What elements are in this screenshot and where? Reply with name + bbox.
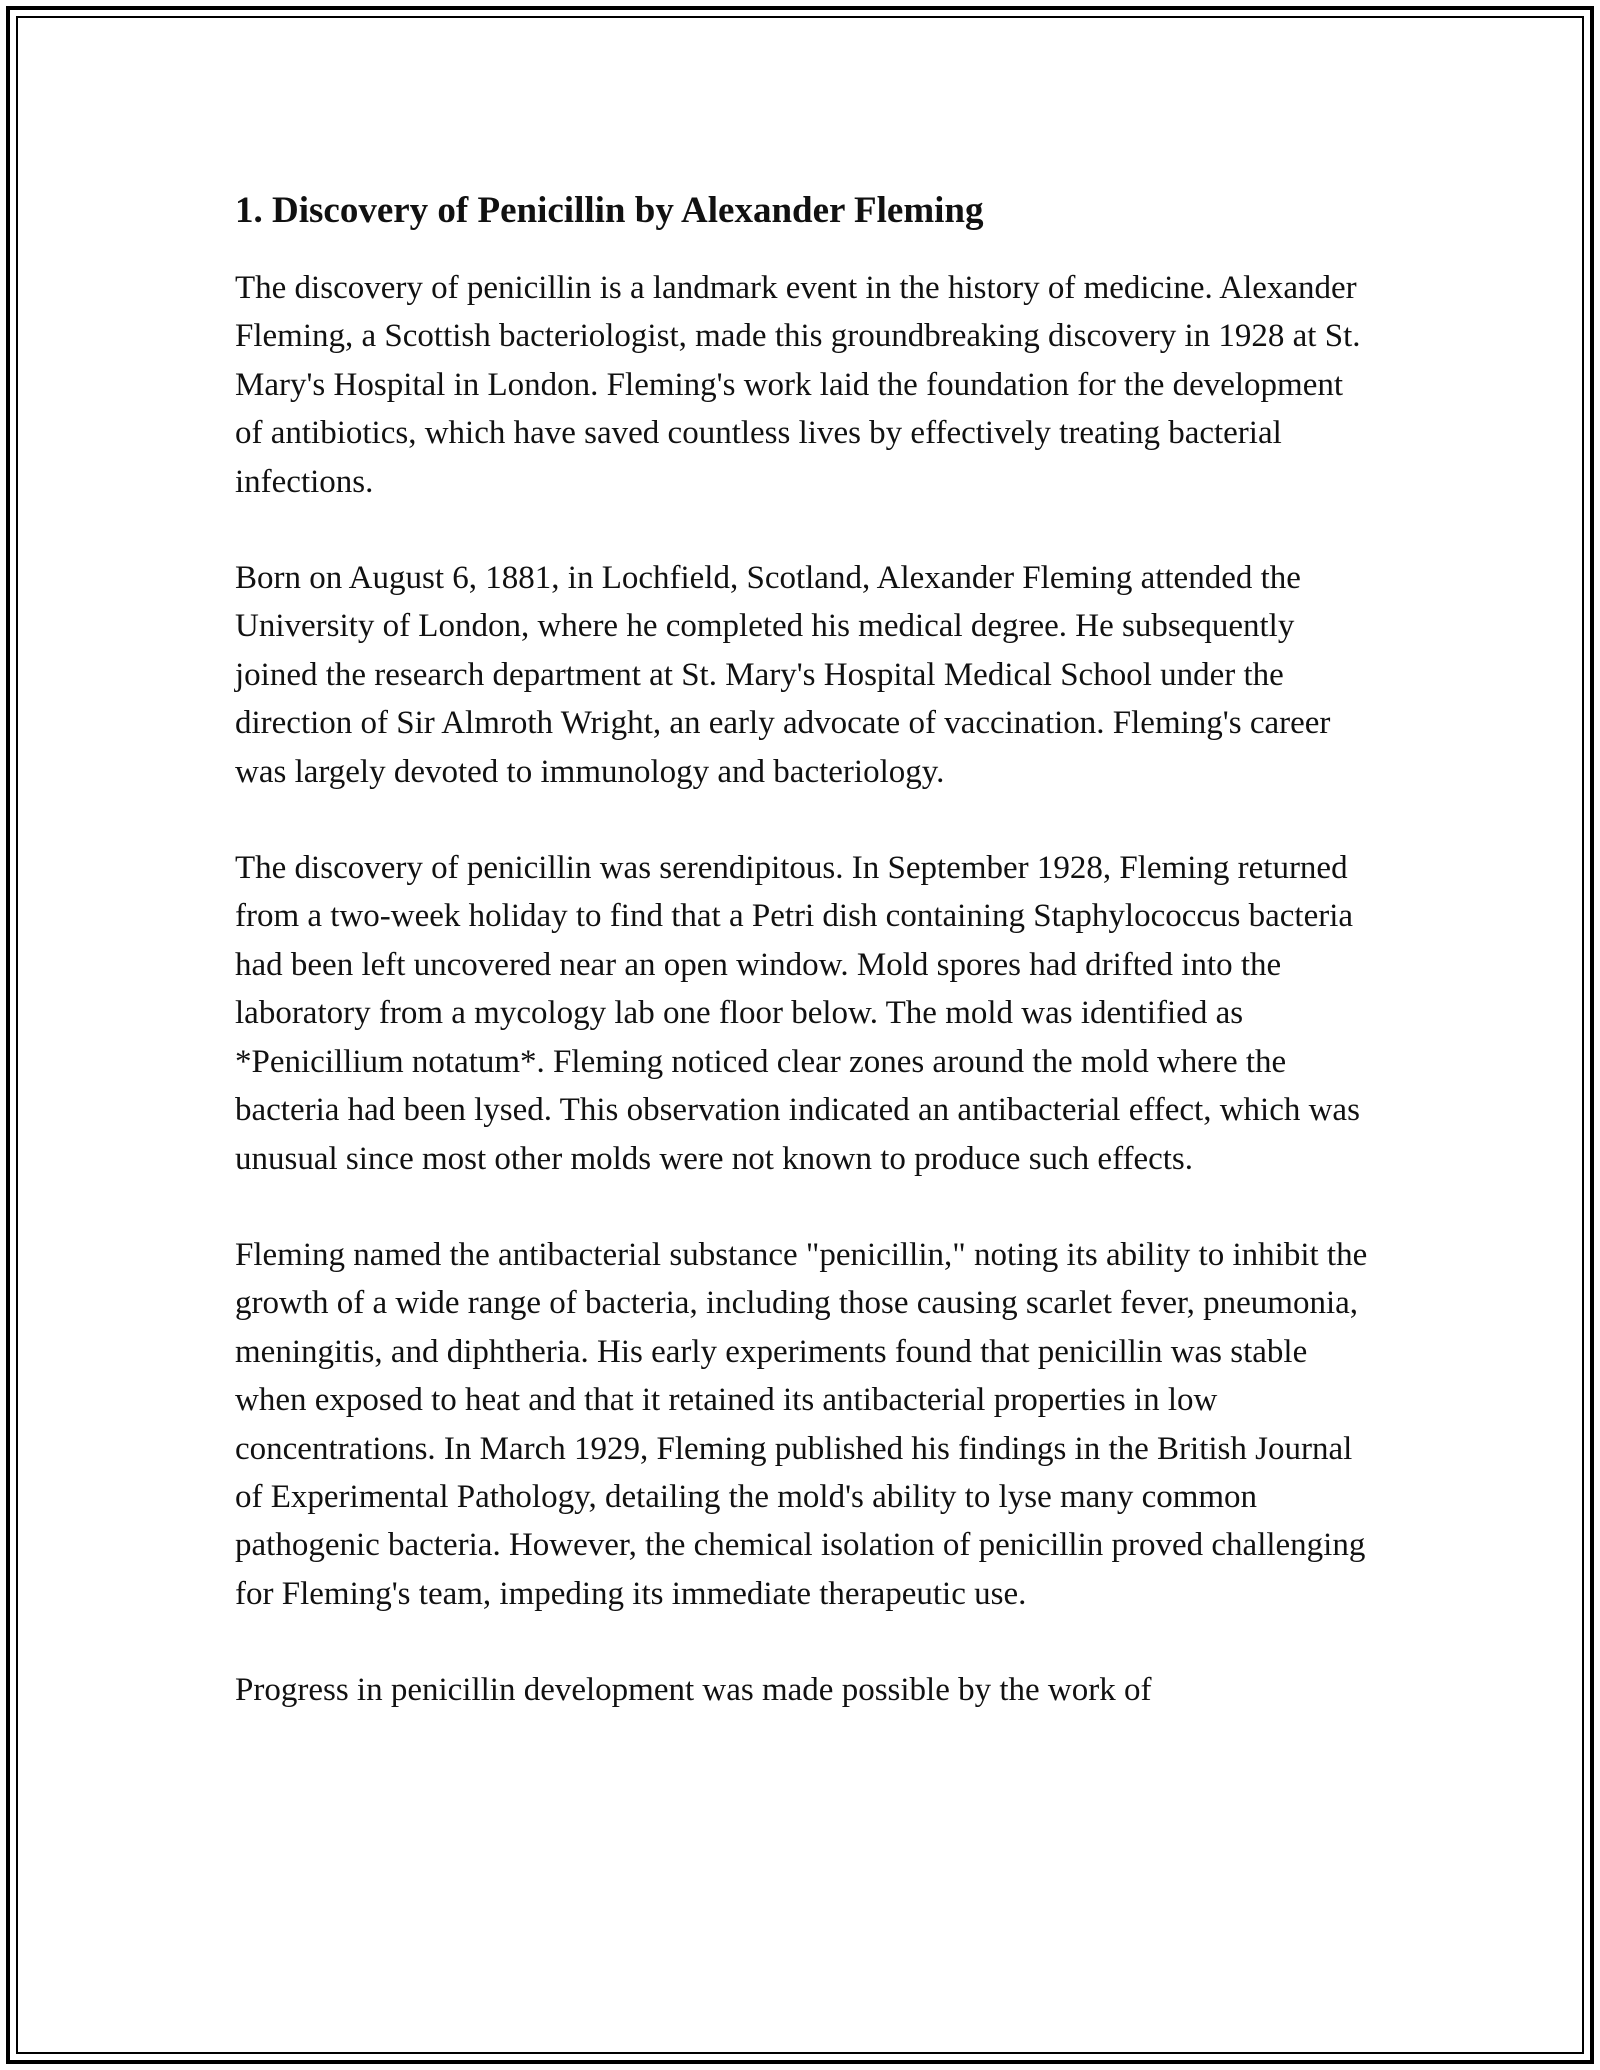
paragraph-intro: The discovery of penicillin is a landmark event in the history of medicine. Alexander Fleming, a Scottish bacteriologist, made this groundbreaking discovery in 1928 at St. Mary's Hospital in London. Fleming's work laid the foundation for the development of antibiotics, which have saved countless lives by effectively treating bacterial infections. [235,270,1361,500]
paragraph-biography: Born on August 6, 1881, in Lochfield, Scotland, Alexander Fleming attended the University of London, where he completed his medical degree. He subsequently joined the research department at St. Mary's Hospital Medical School under the direction of Sir Almroth Wright, an early advocate of vaccination. Fleming's career was largely devoted to immunology and bacteriology. [235,560,1331,790]
paragraph-discovery: The discovery of penicillin was serendipitous. In September 1928, Fleming returned from a two-week holiday to find that a Petri dish containing Staphylococcus bacteria had been left uncovered near an open window. Mold spores had drifted into the laboratory from a mycology lab one floor below. The mold was identified as *Penicillium notatum*. Fleming noticed clear zones around the mold where the bacteria had been lysed. This observation indicated an antibacterial effect, which was unusual since most other molds were not known to produce such effects. [235,850,1360,1177]
paragraph-naming: Fleming named the antibacterial substance "penicillin," noting its ability to inhibit the growth of a wide range of bacteria, including those causing scarlet fever, pneumonia, meningitis, and diphtheria. His early experiments found that penicillin was stable when exposed to heat and that it retained its antibacterial properties in low concentrations. In March 1929, Fleming published his findings in the British Journal of Experimental Pathology, detailing the mold's ability to lyse many common pathogenic bacteria. However, the chemical isolation of penicillin proved challenging for Fleming's team, impeding its immediate therapeutic use. [235,1236,1368,1612]
paragraph-progress: Progress in penicillin development was made possible by the work of [235,1672,1152,1709]
document-body [235,186,1375,1763]
section-heading: 1. Discovery of Penicillin by Alexander Fleming [235,190,984,231]
